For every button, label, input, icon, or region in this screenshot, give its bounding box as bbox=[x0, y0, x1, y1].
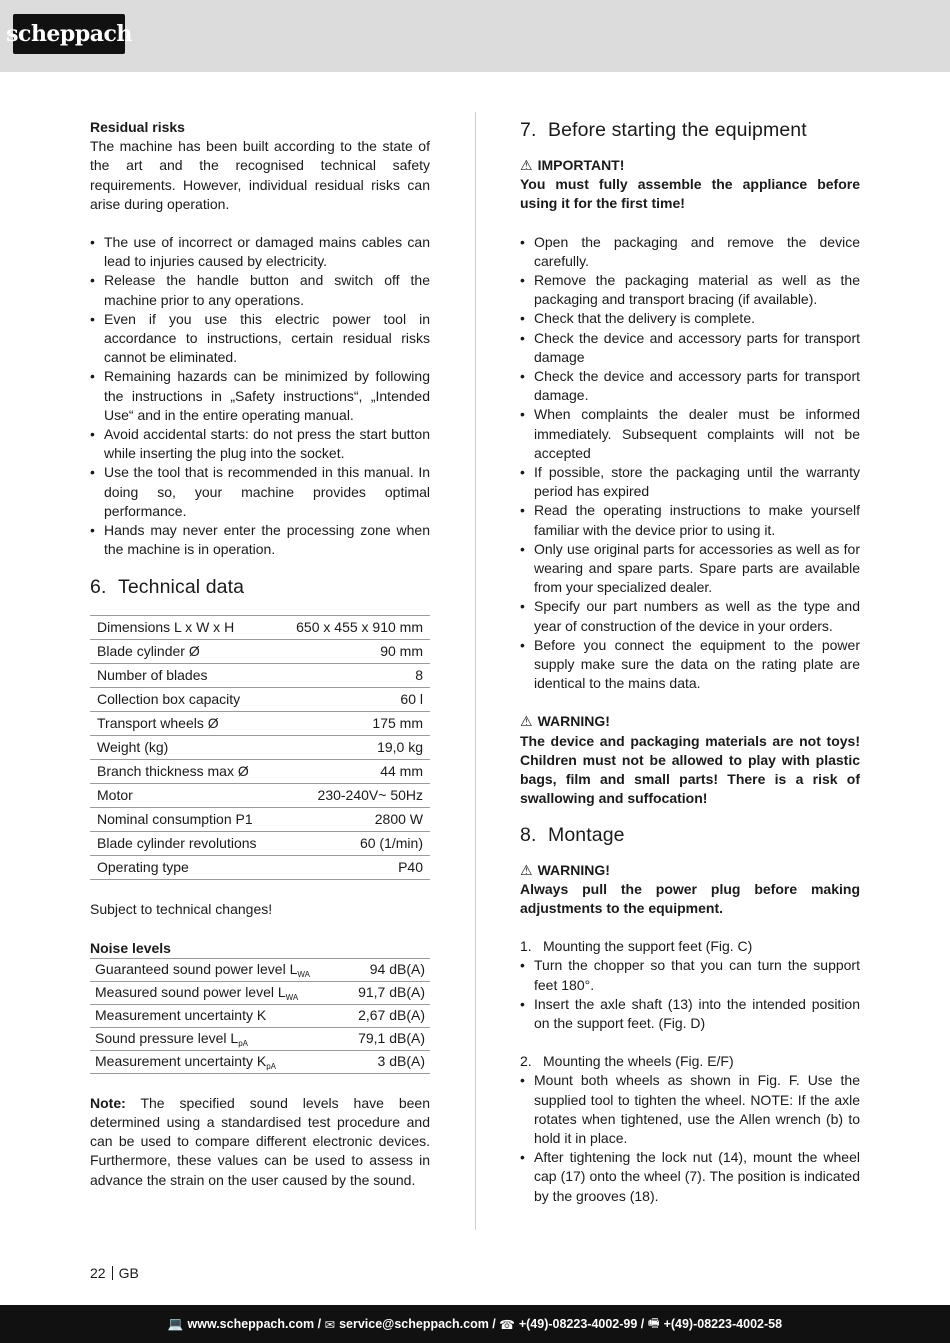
laptop-icon: 💻 bbox=[167, 1316, 184, 1331]
list-item: • Specify our part numbers as well as the type and year of construction of the device in your orders. bbox=[520, 597, 860, 635]
step-2-list bbox=[520, 1071, 860, 1205]
residual-risks-list bbox=[90, 233, 430, 559]
subject-to-change-note: Subject to technical changes! bbox=[90, 901, 273, 918]
list-item: • Remaining hazards can be minimized by following the instructions in „Safety instructions“, „Intended Use“ and in the entire operating manual. bbox=[90, 367, 430, 425]
list-item: • Only use original parts for accessories as well as for wearing and spare parts. Spare parts are available from your specialized dealer. bbox=[520, 540, 860, 598]
note-paragraph: Note: The specified sound levels have been determined using a standardised test procedure and can be used to compare different electronic devices. Furthermore, these values can be used to assess in advance the strain on the user caused by the sound. bbox=[90, 1094, 430, 1188]
table-row: Sound pressure level $L_{pA}$ 79,1 dB(A) bbox=[90, 1027, 430, 1050]
list-item: • Release the handle button and switch off the machine prior to any operations. bbox=[90, 271, 430, 309]
list-item: • Turn the chopper so that you can turn the support feet 180°. bbox=[520, 956, 860, 994]
before-starting-list bbox=[520, 233, 860, 694]
list-item: • Even if you use this electric power tool in accordance to instructions, certain residual risks cannot be eliminated. bbox=[90, 310, 430, 368]
list-item: • Use the tool that is recommended in this manual. In doing so, your machine provides optimal performance. bbox=[90, 463, 430, 521]
table-row: Measured sound power level $L_{WA}$ 91,7 dB(A) bbox=[90, 981, 430, 1004]
important-text: You must fully assemble the appliance before using it for the first time! bbox=[520, 176, 860, 212]
table-row: Operating type P40 bbox=[90, 856, 430, 880]
list-item: • Open the packaging and remove the device carefully. bbox=[520, 233, 860, 271]
table-row: Guaranteed sound power level $L_{WA}$ 94 dB(A) bbox=[90, 958, 430, 981]
list-item: • Hands may never enter the processing zone when the machine is in operation. bbox=[90, 521, 430, 559]
list-item: • Check that the delivery is complete. bbox=[520, 309, 860, 328]
website-link[interactable]: www.scheppach.com bbox=[187, 1317, 315, 1331]
page-number: 22 GB bbox=[90, 1265, 139, 1281]
footer-bar: 💻 www.scheppach.com / ✉ service@scheppach.com / ☎ +(49)-08223-4002-99 / 🖷 +(49)-08223-4002-58 bbox=[0, 1305, 950, 1343]
fax-number: +(49)-08223-4002-58 bbox=[663, 1317, 783, 1331]
table-row: Measurement uncertainty K 2,67 dB(A) bbox=[90, 1004, 430, 1027]
fax-icon: 🖷 bbox=[647, 1315, 660, 1330]
right-column bbox=[520, 118, 860, 1206]
warning-label: ⚠ WARNING! bbox=[520, 861, 860, 880]
list-item: • Mount both wheels as shown in Fig. F. Use the supplied tool to tighten the wheel. NOTE: If the axle rotates when tightened, use the Allen wrench (b) to hold it in place. bbox=[520, 1071, 860, 1148]
table-row: Transport wheels Ø 175 mm bbox=[90, 712, 430, 736]
phone-number: +(49)-08223-4002-99 bbox=[518, 1317, 638, 1331]
step-heading: 1. Mounting the support feet (Fig. C) bbox=[520, 938, 753, 955]
warning-triangle-icon: ⚠ bbox=[520, 713, 533, 730]
list-item: • Check the device and accessory parts for transport damage bbox=[520, 329, 860, 367]
left-column bbox=[90, 118, 430, 1190]
email-link[interactable]: service@scheppach.com bbox=[339, 1317, 489, 1331]
list-item: • Check the device and accessory parts for transport damage. bbox=[520, 367, 860, 405]
list-item: • Remove the packaging material as well as the packaging and transport bracing (if available). bbox=[520, 271, 860, 309]
step-heading: 2. Mounting the wheels (Fig. E/F) bbox=[520, 1053, 734, 1070]
list-item: • After tightening the lock nut (14), mount the wheel cap (17) onto the wheel (7). The position is indicated by the grooves (18). bbox=[520, 1148, 860, 1206]
warning-text: Always pull the power plug before making adjustments to the equipment. bbox=[520, 880, 860, 916]
residual-risks-title: Residual risks bbox=[90, 119, 185, 135]
warning-label: ⚠ WARNING! bbox=[520, 712, 860, 731]
list-item: • Read the operating instructions to make yourself familiar with the device prior to using it. bbox=[520, 501, 860, 539]
table-row: Weight (kg) 19,0 kg bbox=[90, 736, 430, 760]
table-row: Nominal consumption P1 2800 W bbox=[90, 808, 430, 832]
step-1-list bbox=[520, 956, 860, 1033]
section-heading-before-starting: 7. Before starting the equipment bbox=[520, 119, 807, 141]
important-label: ⚠ IMPORTANT! bbox=[520, 156, 860, 175]
warning-text: The device and packaging materials are not toys! Children must not be allowed to play with plastic bags, film and small parts! There is a risk of swallowing and suffocation! bbox=[520, 732, 860, 807]
table-row: Dimensions L x W x H 650 x 455 x 910 mm bbox=[90, 616, 430, 640]
list-item: • When complaints the dealer must be informed immediately. Subsequent complaints will not be accepted bbox=[520, 405, 860, 463]
technical-data-table bbox=[90, 615, 430, 880]
table-row: Collection box capacity 60 l bbox=[90, 688, 430, 712]
list-item: • Avoid accidental starts: do not press the start button while inserting the plug into the socket. bbox=[90, 425, 430, 463]
table-row: Motor 230-240V~ 50Hz bbox=[90, 784, 430, 808]
table-row: Branch thickness max Ø 44 mm bbox=[90, 760, 430, 784]
list-item: • Insert the axle shaft (13) into the intended position on the support feet. (Fig. D) bbox=[520, 995, 860, 1033]
noise-levels-title: Noise levels bbox=[90, 939, 171, 956]
table-row: Measurement uncertainty $K_{pA}$ 3 dB(A) bbox=[90, 1050, 430, 1073]
email-icon: ✉ bbox=[324, 1317, 336, 1332]
section-heading-technical-data: 6. Technical data bbox=[90, 576, 245, 599]
section-heading-montage: 8. Montage bbox=[520, 823, 625, 846]
warning-triangle-icon: ⚠ bbox=[520, 157, 533, 173]
column-divider bbox=[475, 112, 476, 1230]
list-item: • If possible, store the packaging until the warranty period has expired bbox=[520, 463, 860, 501]
table-row: Blade cylinder revolutions 60 (1/min) bbox=[90, 832, 430, 856]
list-item: • Before you connect the equipment to the power supply make sure the data on the rating plate are identical to the mains data. bbox=[520, 636, 860, 694]
table-row: Blade cylinder Ø 90 mm bbox=[90, 640, 430, 664]
brand-logo: scheppach bbox=[13, 14, 125, 54]
phone-icon: ☎ bbox=[499, 1317, 515, 1332]
table-row: Number of blades 8 bbox=[90, 664, 430, 688]
warning-triangle-icon: ⚠ bbox=[520, 861, 533, 878]
noise-levels-table bbox=[90, 958, 430, 1074]
header-bar bbox=[0, 0, 950, 72]
residual-risks-intro: The machine has been built according to the state of the art and the recognised technical safety requirements. However, individual residual risks can arise during operation. bbox=[90, 138, 430, 212]
list-item: • The use of incorrect or damaged mains cables can lead to injuries caused by electricity. bbox=[90, 233, 430, 271]
